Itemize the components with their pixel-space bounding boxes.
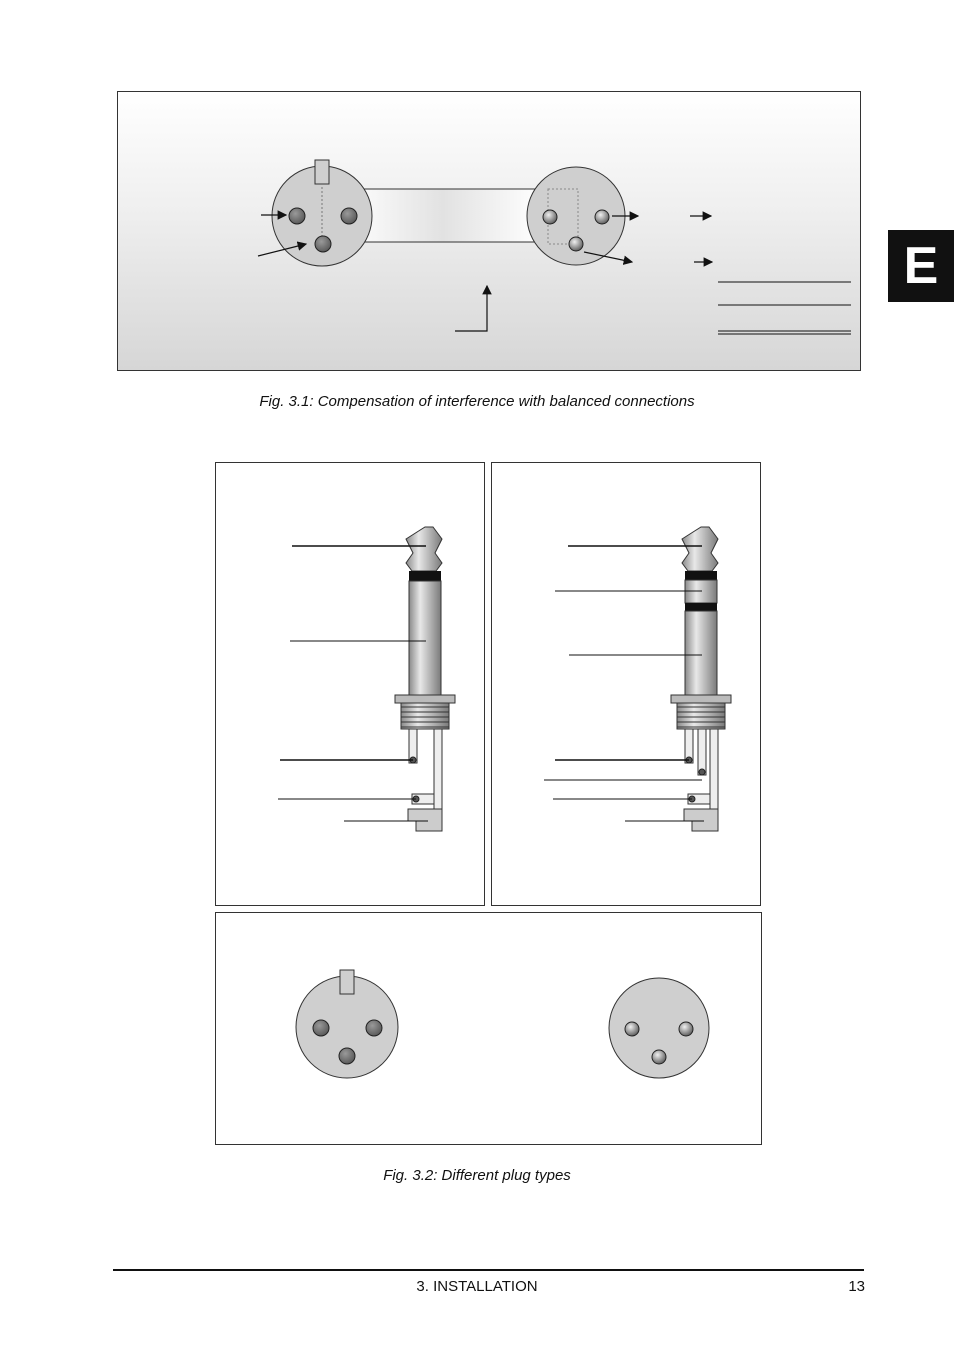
xlr-female-plug [296, 970, 398, 1078]
balanced-connection-diagram [118, 92, 862, 372]
stereo-jack-diagram [492, 463, 762, 907]
panel-xlr-connectors [215, 912, 762, 1145]
xlr-connectors-diagram [216, 913, 763, 1146]
figure-caption-3-2: Fig. 3.2: Different plug types [383, 1167, 571, 1184]
stereo-jack-plug [671, 527, 731, 831]
footer-section-title: 3. INSTALLATION [416, 1278, 538, 1295]
page-number: 13 [848, 1278, 865, 1295]
mono-jack-diagram [216, 463, 486, 907]
xlr-male-connector [527, 167, 625, 265]
mono-jack-callouts [278, 546, 428, 821]
mono-jack-plug [395, 527, 455, 831]
footer-rule [113, 1269, 864, 1271]
xlr-male-plug [609, 978, 709, 1078]
stereo-jack-callouts [544, 546, 704, 821]
panel-stereo-jack [491, 462, 761, 906]
signal-legend-lines [718, 282, 851, 334]
panel-mono-jack [215, 462, 485, 906]
xlr-female-connector [272, 160, 372, 266]
figure-balanced-connection [117, 91, 861, 371]
cable [343, 189, 543, 242]
figure-caption-3-1: Fig. 3.1: Compensation of interference with balanced connections [259, 393, 695, 410]
section-tab-letter: E [888, 230, 954, 302]
